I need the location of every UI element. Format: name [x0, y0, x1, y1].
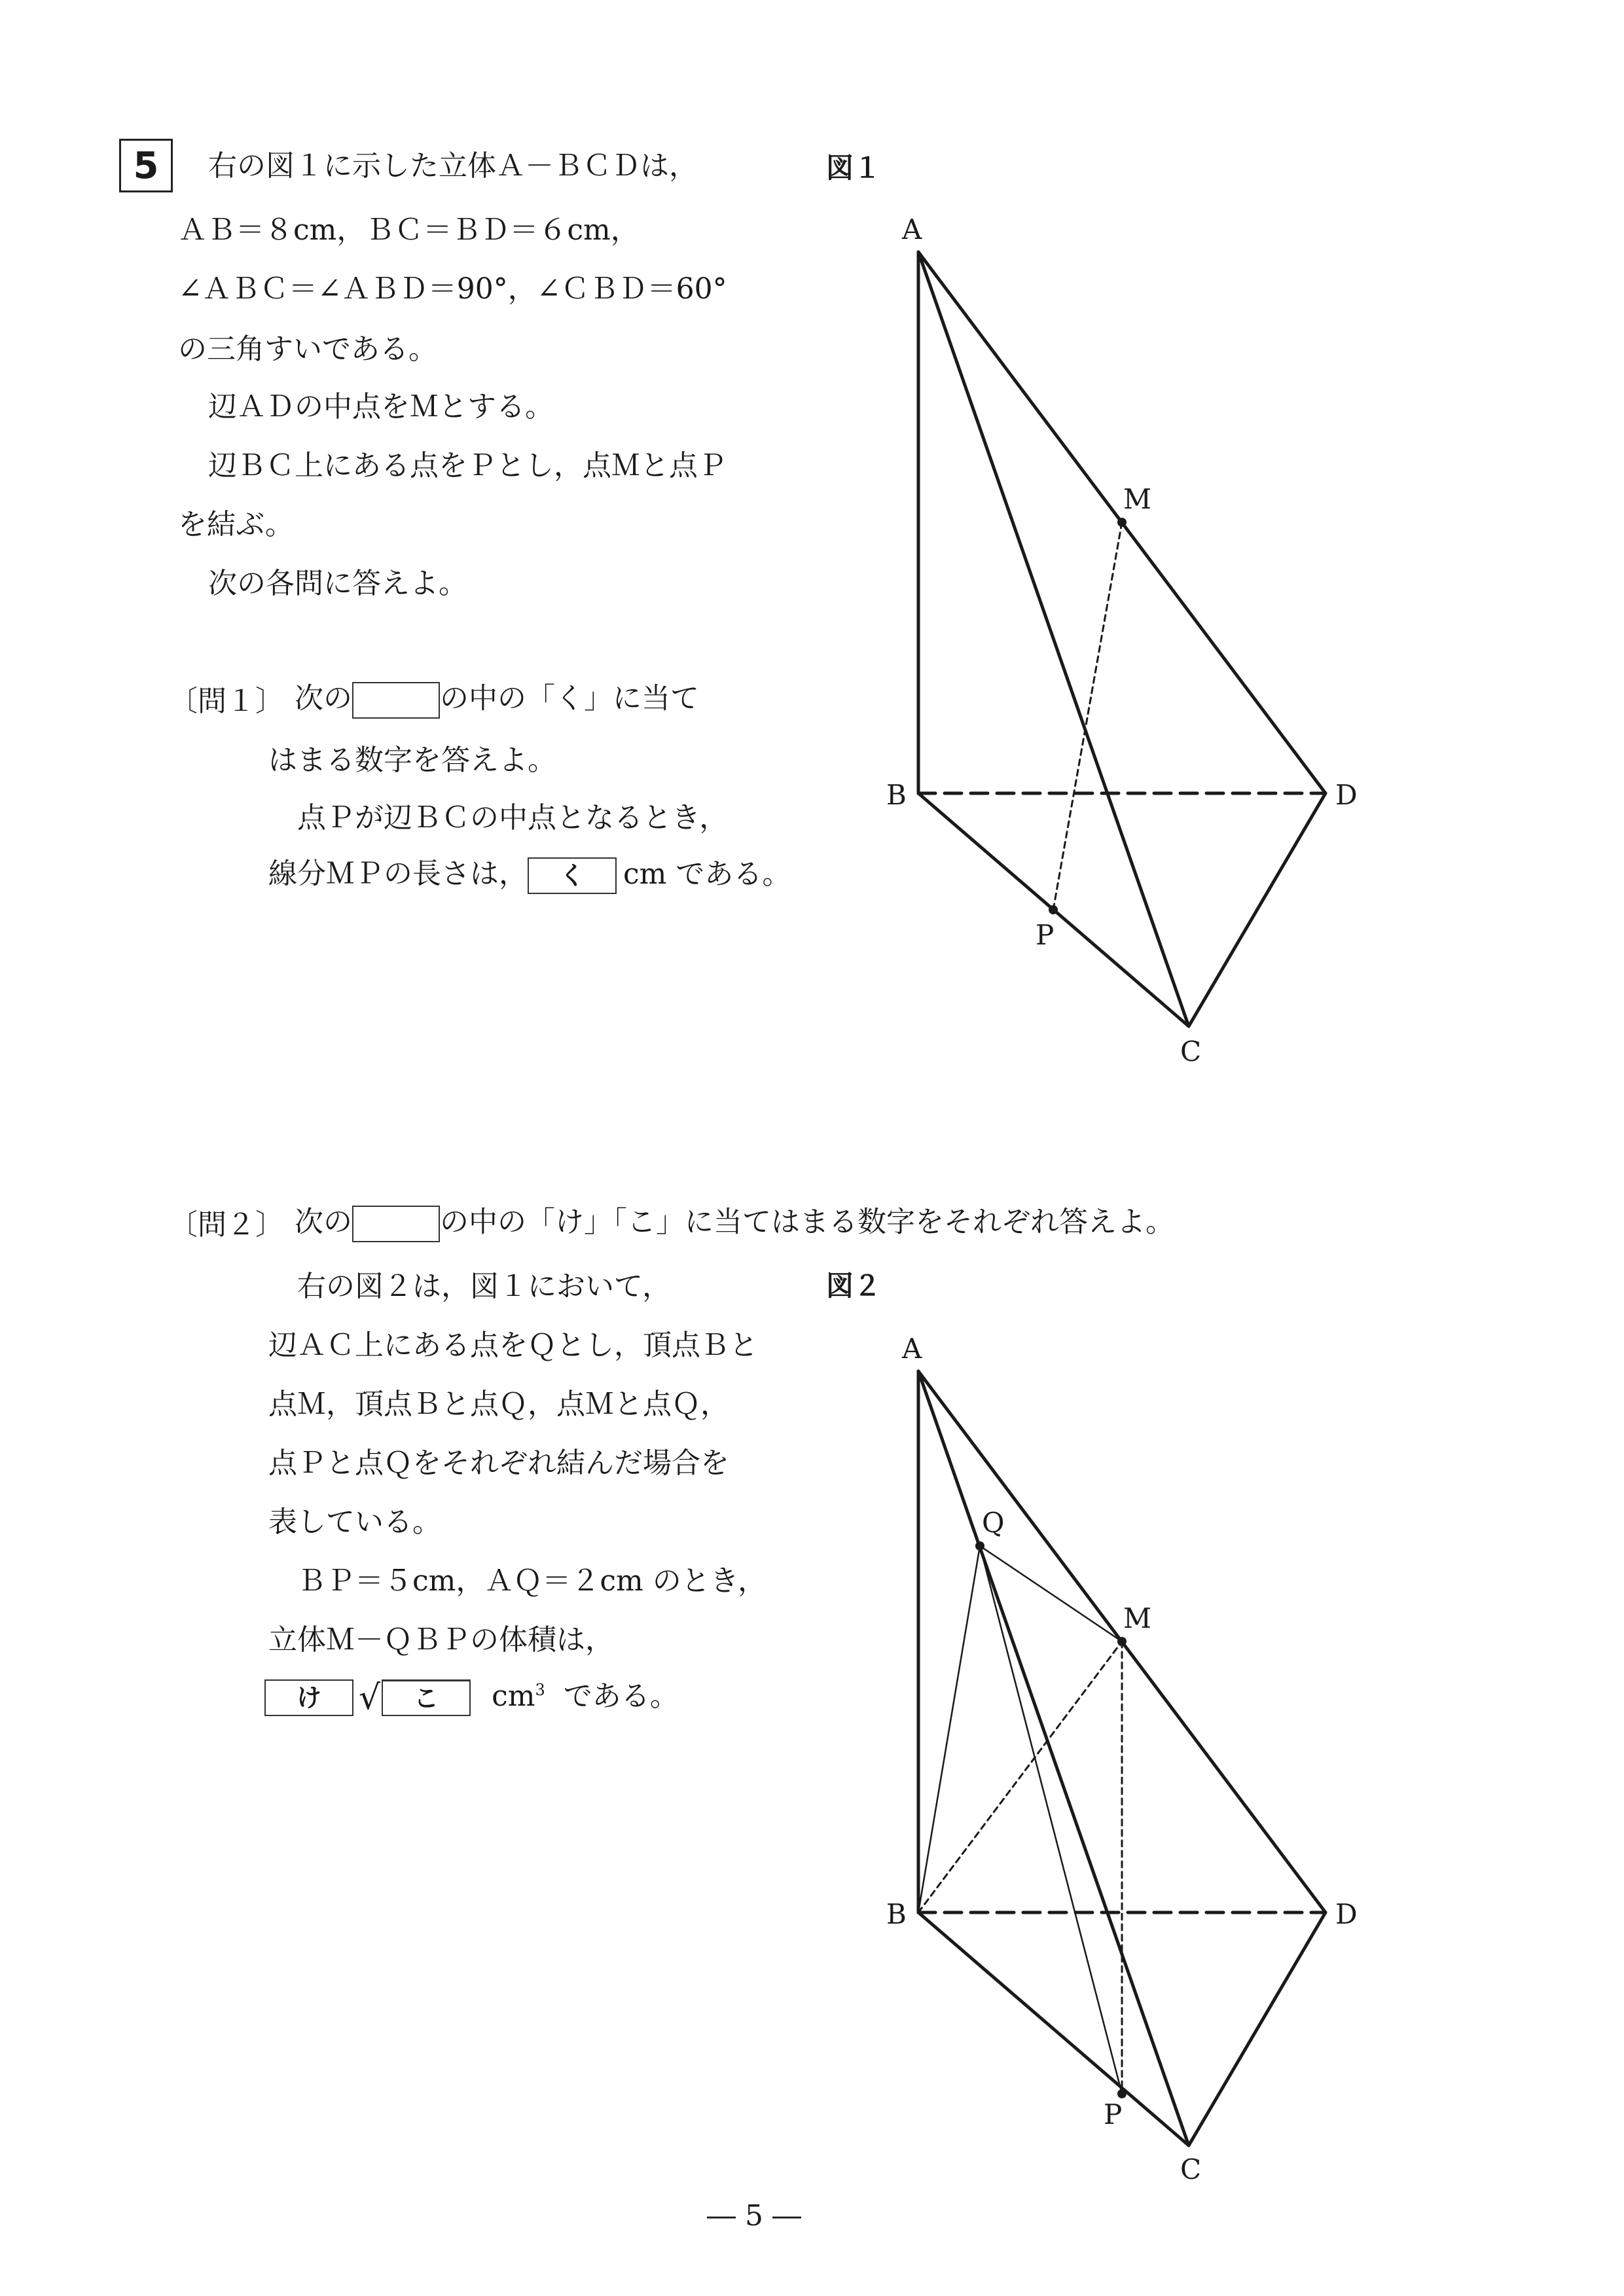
sqrt-symbol: √	[359, 1678, 381, 1717]
q2-answer-box-ke[interactable]: け	[264, 1679, 353, 1716]
intro-line-1: 右の図１に示した立体Ａ－ＢＣＤは，	[208, 149, 698, 183]
fig2-segment-bq	[918, 1546, 980, 1912]
q2-tail: である。	[563, 1679, 679, 1713]
fig1-label-b: B	[886, 779, 907, 811]
intro-line-8: 次の各問に答えよ。	[208, 567, 467, 600]
intro-line-5: 辺ＡＤの中点をＭとする。	[208, 390, 554, 423]
fig2-point-q	[975, 1541, 984, 1551]
fig2-label-c: C	[1180, 2153, 1202, 2185]
fig1-point-m	[1117, 518, 1127, 527]
fig1-point-p	[1049, 905, 1058, 914]
q2-line-4: 点Ｍ，頂点Ｂと点Ｑ，点Ｍと点Ｑ，	[268, 1388, 729, 1421]
figure2-diagram	[918, 1371, 1326, 2145]
q2-line-6: 表している。	[268, 1505, 441, 1539]
fig2-label-m: M	[1123, 1602, 1152, 1634]
figure1-title: 図１	[826, 152, 882, 184]
fig2-label-q: Q	[982, 1507, 1005, 1539]
fig2-label-d: D	[1335, 1898, 1358, 1930]
q2-line1-pre: 次の	[295, 1205, 352, 1239]
fig2-edge-cd	[1189, 1912, 1326, 2145]
q2-line-7: ＢＰ＝５cm，ＡＱ＝２cm のとき，	[297, 1564, 767, 1598]
page-number: ― 5 ―	[707, 2199, 801, 2233]
q2-label: 〔問２〕	[169, 1208, 284, 1242]
fig1-label-m: M	[1123, 483, 1152, 515]
fig2-point-p	[1117, 2089, 1127, 2098]
q2-answer-box-ko[interactable]: こ	[382, 1679, 471, 1716]
q1-line4-post: cm である。	[623, 857, 791, 891]
q2-line-5: 点Ｐと点Ｑをそれぞれ結んだ場合を	[268, 1446, 729, 1480]
q1-line-2: はまる数字を答えよ。	[268, 744, 556, 777]
q2-line-8: 立体Ｍ－ＱＢＰの体積は，	[268, 1623, 614, 1657]
q1-line1-post: の中の「く」に当て	[440, 681, 699, 715]
fig2-label-b: B	[886, 1898, 907, 1930]
fig1-label-c: C	[1180, 1035, 1202, 1067]
q2-unit: cm	[492, 1679, 535, 1713]
fig1-label-p: P	[1036, 919, 1055, 951]
q1-answer-box-ku[interactable]: く	[528, 857, 617, 894]
q1-line1-pre: 次の	[295, 681, 352, 715]
fig1-label-a: A	[902, 213, 922, 245]
fig2-point-m	[1117, 1637, 1127, 1646]
figure2-title: 図２	[826, 1270, 882, 1302]
fig2-label-a: A	[902, 1333, 922, 1365]
fig2-segment-bm-hidden	[918, 1641, 1122, 1912]
q2-line-2: 右の図２は，図１において，	[297, 1270, 672, 1303]
intro-line-6: 辺ＢＣ上にある点をＰとし，点Ｍと点Ｐ	[208, 449, 727, 482]
fig1-segment-mp-hidden	[1053, 522, 1122, 910]
fig1-edge-cd	[1189, 793, 1326, 1026]
q1-line-3: 点Ｐが辺ＢＣの中点となるとき，	[297, 801, 729, 834]
intro-line-4: の三角すいである。	[178, 332, 437, 366]
fig2-label-p: P	[1104, 2098, 1123, 2130]
q2-line1-post: の中の「け」「こ」に当てはまる数字をそれぞれ答えよ。	[440, 1205, 1174, 1239]
q2-unit-exponent: 3	[535, 1680, 545, 1699]
intro-line-2: ＡＢ＝８cm，ＢＣ＝ＢＤ＝６cm，	[178, 213, 640, 247]
q1-line4-pre: 線分ＭＰの長さは，	[268, 857, 528, 891]
q2-line-3: 辺ＡＣ上にある点をＱとし，頂点Ｂと	[268, 1329, 758, 1362]
q1-label: 〔問１〕	[169, 685, 284, 718]
fig1-label-d: D	[1335, 779, 1358, 811]
intro-line-3: ∠ＡＢＣ＝∠ＡＢＤ＝90°，∠ＣＢＤ＝60°	[178, 272, 727, 306]
intro-line-7: を結ぶ。	[178, 508, 294, 541]
problem-number: 5	[119, 139, 173, 192]
figure1-diagram	[918, 252, 1326, 1026]
